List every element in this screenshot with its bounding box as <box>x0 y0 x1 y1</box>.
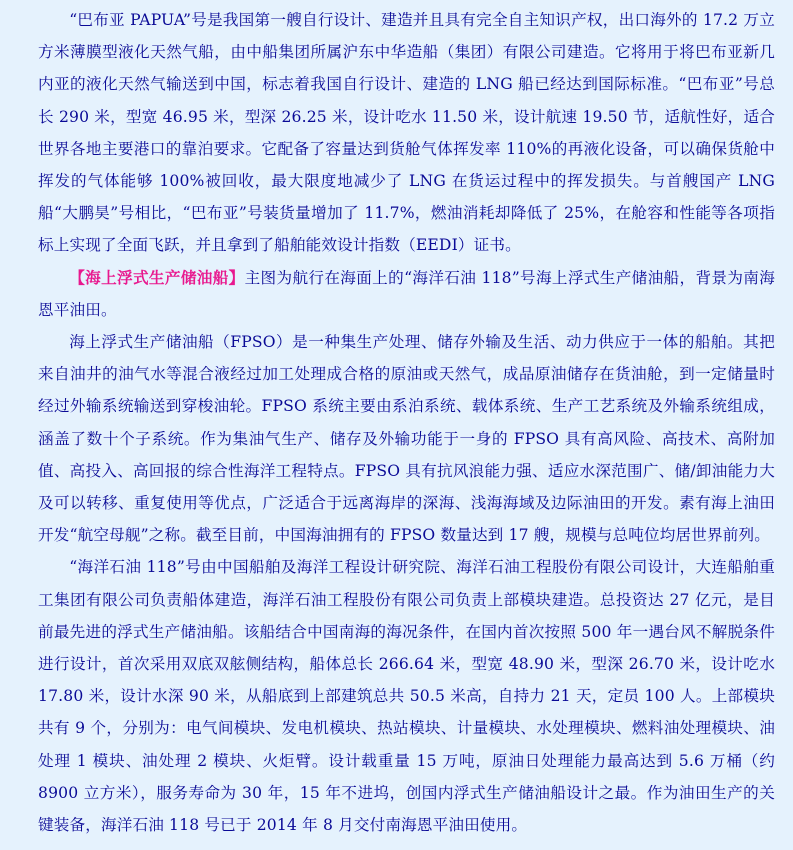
paragraph-text: 海上浮式生产储油船（FPSO）是一种集生产处理、储存外输及生活、动力供应于一体的船舶。其把来自油井的油气水等混合液经过加工处理成合格的原油或天然气，成品原油储存在货油舱，到一定储量时经过外输系统输送到穿梭油轮。FPSO 系统主要由系泊系统、载体系统、生产工艺系统及外输系统组成，涵盖了数十个子系统。作为集油气生产、储存及外输功能于一身的 FPSO 具有高风险、高技术、高附加值、高投入、高回报的综合性海洋工程特点。FPSO 具有抗风浪能力强、适应水深范围广、储/卸油能力大及可以转移、重复使用等优点，广泛适合于远离海岸的深海、浅海海域及边际油田的开发。素有海上油田开发“航空母舰”之称。截至目前，中国海油拥有的 FPSO 数量达到 17 艘，规模与总吨位均居世界前列。 <box>38 333 775 545</box>
section-heading-fpso: 【海上浮式生产储油船】 <box>69 267 245 287</box>
paragraph-text: “海洋石油 118”号由中国船舶及海洋工程设计研究院、海洋石油工程股份有限公司设计，大连船舶重工集团有限公司负责船体建造，海洋石油工程股份有限公司负责上部模块建造。总投资达 27 亿元，是目前最先进的浮式生产储油船。该船结合中国南海的海况条件，在国内首次按照 500 年一遇台风不解脱条件进行设计，首次采用双底双舷侧结构，船体总长 266.64 米，型宽 48.90 米，型深 26.70 米，设计吃水 17.80 米，设计水深 90 米，从船底到上部建筑总共 50.5 米高，自持力 21 天，定员 100 人。上部模块共有 9 个，分别为：电气间模块、发电机模块、热站模块、计量模块、水处理模块、燃料油处理模块、油处理 1 模块、油处理 2 模块、火炬臂。设计载重量 15 万吨，原油日处理能力最高达到 5.6 万桶（约 8900 立方米），服务寿命为 30 年，15 年不进坞，创国内浮式生产储油船设计之最。作为油田生产的关键装备，海洋石油 118 号已于 2014 年 8 月交付南海恩平油田使用。 <box>38 558 775 835</box>
paragraph-text: “巴布亚 PAPUA”号是我国第一艘自行设计、建造并且具有完全自主知识产权，出口海外的 17.2 万立方米薄膜型液化天然气船，由中船集团所属沪东中华造船（集团）有限公司建造。它将用于将巴布亚新几内亚的液化天然气输送到中国，标志着我国自行设计、建造的 LNG 船已经达到国际标准。“巴布亚”号总长 290 米，型宽 46.95 米，型深 26.25 米，设计吃水 11.50 米，设计航速 19.50 节，适航性好，适合世界各地主要港口的靠泊要求。它配备了容量达到货舱气体挥发率 110%的再液化设备，可以确保货舱中挥发的气体能够 100%被回收，最大限度地减少了 LNG 在货运过程中的挥发损失。与首艘国产 LNG 船“大鹏昊”号相比，“巴布亚”号装货量增加了 11.7%，燃油消耗却降低了 25%，在舱容和性能等各项指标上实现了全面飞跃，并且拿到了船舶能效设计指数（EEDI）证书。 <box>38 11 775 255</box>
paragraph-fpso-overview <box>38 326 775 551</box>
paragraph-hyso-118-details <box>38 551 775 841</box>
paragraph-fpso-caption <box>38 262 775 326</box>
paragraph-papua-lng-carrier <box>38 4 775 262</box>
paragraph-text: 主图为航行在海面上的“海洋石油 118”号海上浮式生产储油船，背景为南海恩平油田。 <box>38 268 775 319</box>
